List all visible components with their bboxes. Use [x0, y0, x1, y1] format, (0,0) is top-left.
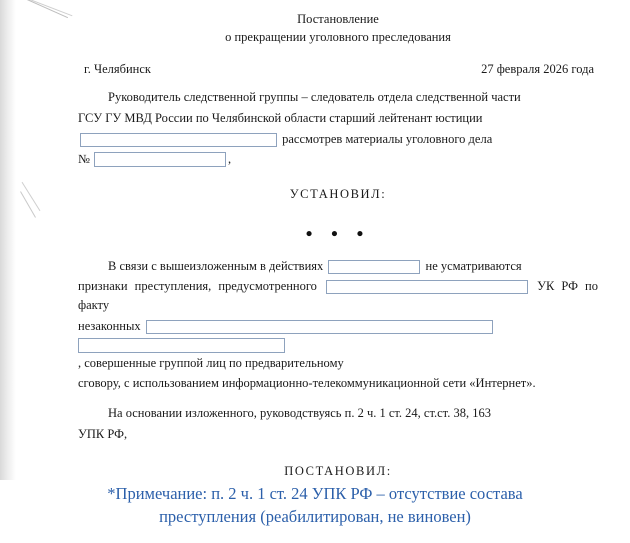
footnote-note — [0, 482, 630, 529]
document-city: г. Челябинск — [84, 62, 151, 77]
redacted-field-article — [326, 280, 528, 294]
body-line-2 — [78, 277, 598, 315]
document-title-line-2: о прекращении уголовного преследования — [225, 30, 451, 45]
document-body — [78, 10, 598, 480]
intro-text-3: рассмотрев материалы уголовного дела — [282, 131, 493, 146]
footnote-line-2: преступления (реабилитирован, не виновен) — [159, 507, 471, 527]
redacted-field-person-1 — [328, 260, 420, 274]
redacted-field-investigator-name — [80, 133, 277, 147]
body-text-1b: не усматриваются — [425, 258, 522, 273]
omitted-text-marker-1: • • • — [305, 223, 371, 245]
case-number-row — [78, 152, 598, 167]
intro-paragraph-line-2 — [78, 109, 598, 128]
document-title-line-1: Постановление — [297, 12, 379, 26]
body-text-3a: незаконных — [78, 318, 141, 333]
body-text-3b: , совершенные группой лиц по предварительному — [78, 355, 344, 370]
intro-text-1: Руководитель следственной группы – следователь отдела следственной части — [108, 90, 521, 105]
body-text-2a: признаки преступления, предусмотренного — [78, 279, 317, 294]
scan-fold-line — [20, 191, 36, 217]
intro-paragraph-line-1 — [78, 88, 598, 107]
case-number-label: № — [78, 151, 90, 166]
heading-resolved: ПОСТАНОВИЛ: — [284, 463, 392, 478]
body-line-4 — [78, 354, 598, 373]
intro-text-2: ГСУ ГУ МВД России по Челябинской области старший лейтенант юстиции — [78, 111, 483, 125]
body-text-2b: УК РФ по факту — [78, 279, 598, 312]
body-line-6: На основании изложенного, руководствуясь п. 2 ч. 1 ст. 24, ст.ст. 38, 163 — [108, 406, 491, 420]
heading-established: УСТАНОВИЛ: — [289, 186, 387, 201]
intro-paragraph-line-3 — [78, 130, 598, 149]
redacted-field-act-description-2 — [78, 338, 285, 353]
document-title — [78, 10, 598, 46]
redacted-field-case-number — [94, 152, 226, 167]
body-line-7: УПК РФ, — [78, 426, 128, 441]
scan-edge-artifact — [0, 0, 16, 480]
redacted-field-act-description-1 — [146, 320, 493, 334]
case-number-comma: , — [227, 151, 232, 166]
body-line-3 — [78, 317, 598, 336]
footnote-line-1: *Примечание: п. 2 ч. 1 ст. 24 УПК РФ – отсутствие состава — [107, 484, 523, 503]
body-text-1a: В связи с вышеизложенным в действиях — [108, 258, 324, 273]
document-meta-row — [78, 62, 598, 77]
scan-fold-line — [22, 0, 68, 18]
body-line-5: сговору, с использованием информационно-телекоммуникационной сети «Интернет». — [78, 376, 536, 391]
body-line-1 — [78, 257, 598, 276]
document-date: 27 февраля 2026 года — [481, 62, 594, 77]
